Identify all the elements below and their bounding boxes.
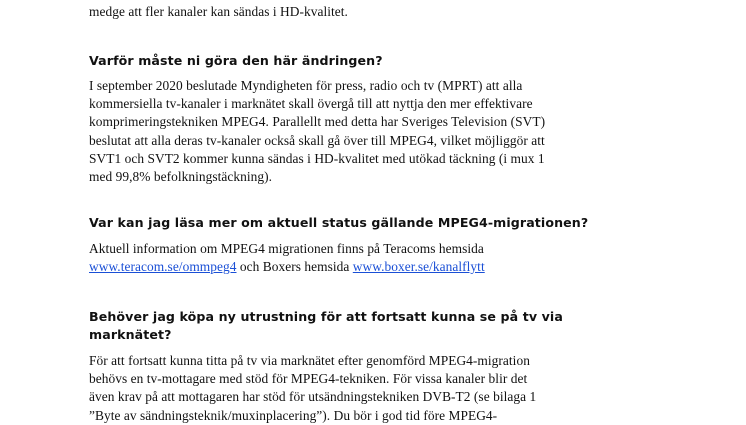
paragraph-line: beslutat att alla deras tv-kanaler också skall gå över till MPEG4, vilket möjliggör att xyxy=(89,132,545,148)
paragraph-line: behövs en tv-mottagare med stöd för MPEG4-tekniken. För vissa kanaler blir det xyxy=(89,371,528,387)
paragraph-line: med 99,8% befolkningstäckning). xyxy=(89,169,273,185)
teracom-link[interactable]: www.teracom.se/ommpeg4 xyxy=(89,259,237,275)
links-connector-text: och Boxers hemsida xyxy=(236,259,353,275)
section-heading-read-more: Var kan jag läsa mer om aktuell status gällande MPEG4-migrationen? xyxy=(89,215,589,230)
section-read-more-body xyxy=(89,240,609,276)
paragraph-line: komprimeringstekniken MPEG4. Parallellt med detta har Sveriges Television (SVT) xyxy=(89,114,546,130)
paragraph-line: Aktuell information om MPEG4 migrationen finns på Teracoms hemsida xyxy=(89,241,484,256)
section-new-equipment-body xyxy=(89,352,609,425)
boxer-link[interactable]: www.boxer.se/kanalflytt xyxy=(352,259,485,275)
paragraph-line: För att fortsatt kunna titta på tv via marknätet efter genomförd MPEG4-migration xyxy=(89,353,530,368)
heading-line: marknätet? xyxy=(89,327,172,342)
links-line xyxy=(89,258,609,276)
paragraph-line: SVT1 och SVT2 kommer kunna sändas i HD-kvalitet med utökad täckning (i mux 1 xyxy=(89,150,545,166)
section-heading-why-change: Varför måste ni göra den här ändringen? xyxy=(89,53,383,68)
intro-tail-text: medge att fler kanaler kan sändas i HD-kvalitet. xyxy=(89,4,348,19)
paragraph-line: även krav på att mottagaren har stöd för utsändningstekniken DVB-T2 (se bilaga 1 xyxy=(89,389,537,405)
section-why-change-body xyxy=(89,77,609,186)
section-heading-new-equipment xyxy=(89,308,609,344)
paragraph-line: ”Byte av sändningsteknik/muxinplacering”). Du bör i god tid före MPEG4- xyxy=(89,407,498,423)
paragraph-line: kommersiella tv-kanaler i marknätet skall övergå till att nyttja den mer effektivare xyxy=(89,96,533,112)
heading-line: Behöver jag köpa ny utrustning för att fortsatt kunna se på tv via xyxy=(89,309,563,324)
paragraph-line: I september 2020 beslutade Myndigheten för press, radio och tv (MPRT) att alla xyxy=(89,78,523,93)
